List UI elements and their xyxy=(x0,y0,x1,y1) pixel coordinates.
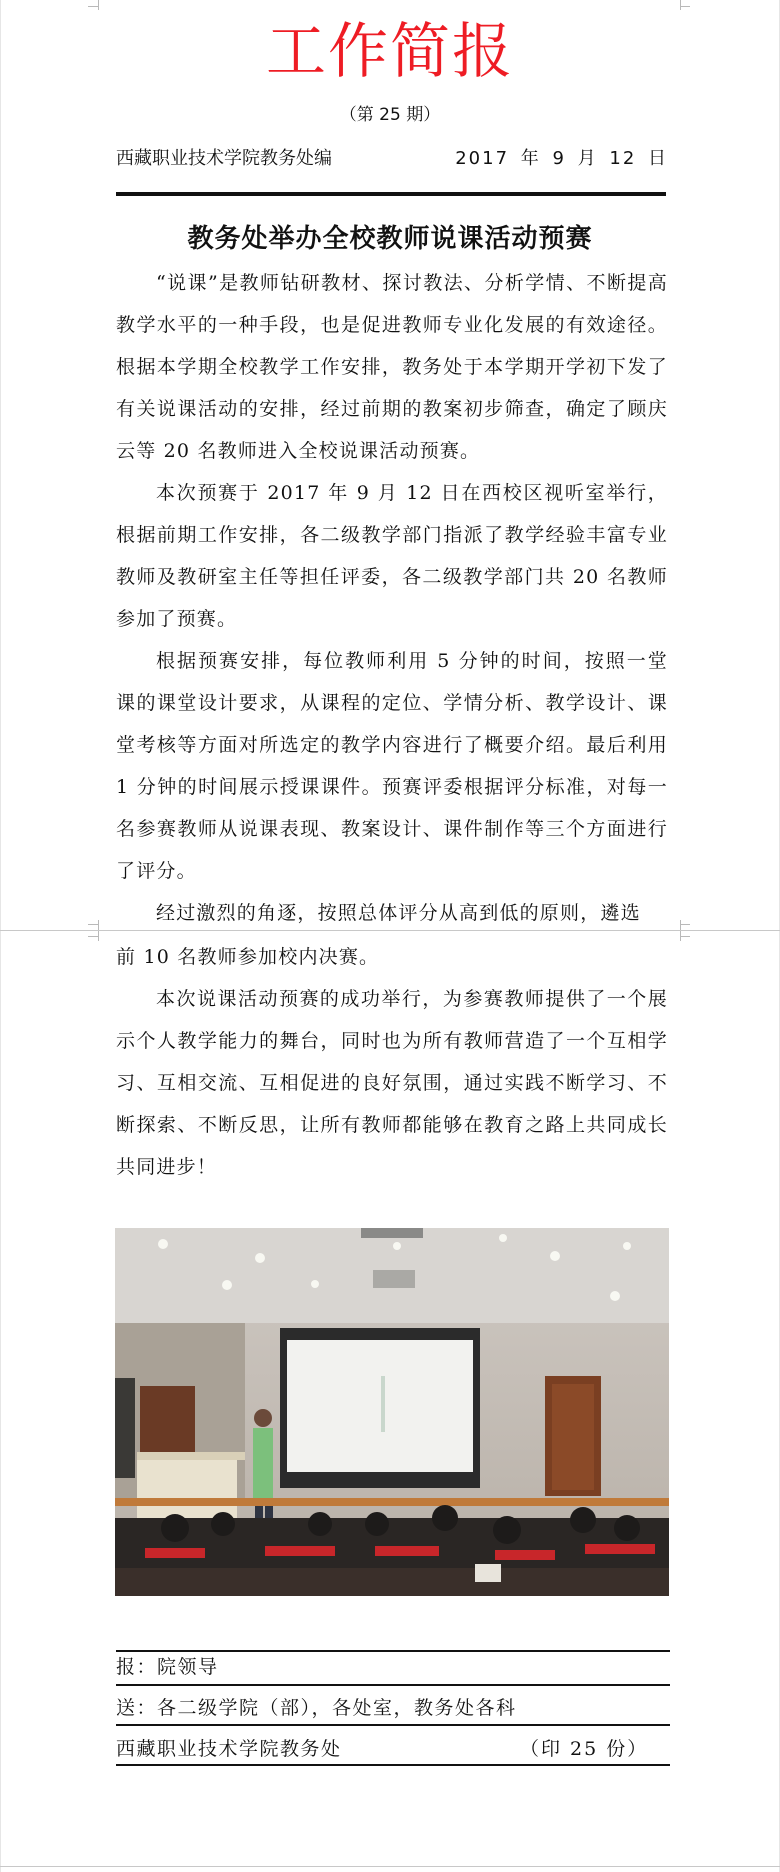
crop-mark xyxy=(98,931,99,941)
crop-mark xyxy=(680,924,690,925)
copy-count: （印 25 份） xyxy=(520,1738,649,1760)
crop-mark xyxy=(88,936,98,937)
bulletin-title: 工作简报 xyxy=(266,17,514,87)
send-to-line: 送：各二级学院（部），各处室，教务处各科 xyxy=(116,1697,517,1719)
issue-date: 2017 年 9 月 12 日 xyxy=(455,148,668,169)
issuer-name: 西藏职业技术学院教务处 xyxy=(116,1738,342,1760)
article-headline: 教务处举办全校教师说课活动预赛 xyxy=(187,224,593,254)
paragraph: 本次说课活动预赛的成功举行，为参赛教师提供了一个展示个人教学能力的舞台，同时也为所有教师营造了一个互相学习、互相交流、互相促进的良好氛围，通过实践不断学习、不断探索、不断反思，让所有教师都能够在教育之路上共同成长共同进步！ xyxy=(116,988,668,1178)
paragraph-continued: 前 10 名教师参加校内决赛。 xyxy=(116,946,380,968)
editor-line: 西藏职业技术学院教务处编 xyxy=(116,148,332,169)
footer-divider xyxy=(116,1724,670,1726)
page-bottom-edge xyxy=(0,1866,780,1867)
lecture-hall-photo xyxy=(115,1228,669,1596)
article-body-page1 xyxy=(116,262,668,934)
issue-number: （第 25 期） xyxy=(339,105,441,125)
report-to-line: 报：院领导 xyxy=(116,1656,219,1678)
paragraph: 经过激烈的角逐，按照总体评分从高到低的原则，遴选 xyxy=(156,902,641,924)
crop-mark xyxy=(98,0,99,10)
article-body-page2 xyxy=(116,936,668,1188)
crop-mark xyxy=(680,936,690,937)
crop-mark xyxy=(98,920,99,930)
crop-mark xyxy=(680,6,690,7)
header-divider xyxy=(116,192,666,196)
paragraph: “说课”是教师钻研教材、探讨教法、分析学情、不断提高教学水平的一种手段，也是促进教师专业化发展的有效途径。根据本学期全校教学工作安排，教务处于本学期开学初下发了有关说课活动的安排，经过前期的教案初步筛查，确定了顾庆云等 20 名教师进入全校说课活动预赛。 xyxy=(116,272,668,462)
footer-divider xyxy=(116,1684,670,1686)
crop-mark xyxy=(88,924,98,925)
paragraph: 本次预赛于 2017 年 9 月 12 日在西校区视听室举行，根据前期工作安排，各二级教学部门指派了教学经验丰富专业教师及教研室主任等担任评委，各二级教学部门共 20 名教师参加了预赛。 xyxy=(116,482,668,630)
page-left-edge xyxy=(0,0,1,1872)
crop-mark xyxy=(680,931,681,941)
crop-mark xyxy=(680,0,681,10)
crop-mark xyxy=(680,920,681,930)
crop-mark xyxy=(88,6,98,7)
paragraph: 根据预赛安排，每位教师利用 5 分钟的时间，按照一堂课的课堂设计要求，从课程的定位、学情分析、教学设计、课堂考核等方面对所选定的教学内容进行了概要介绍。最后利用 1 分钟的时间展示授课课件。预赛评委根据评分标准，对每一名参赛教师从说课表现、教案设计、课件制作等三个方面进行了评分。 xyxy=(116,650,668,882)
footer-divider xyxy=(116,1764,670,1766)
